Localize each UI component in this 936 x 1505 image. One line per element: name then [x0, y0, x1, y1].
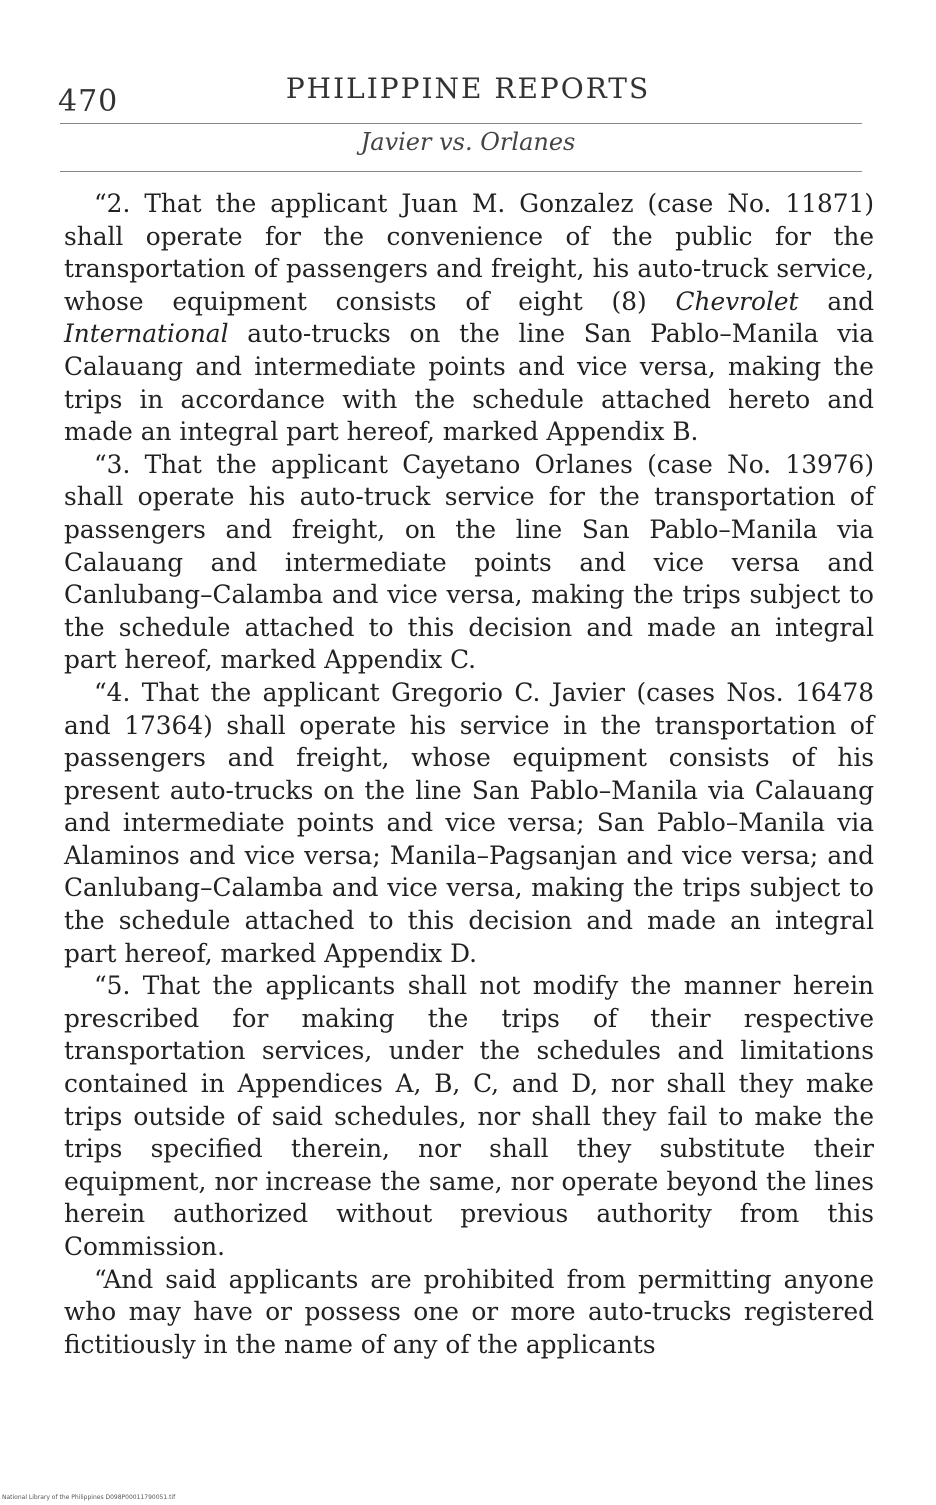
- running-head: PHILIPPINE REPORTS: [285, 72, 651, 105]
- paragraph-item-4: “4. That the applicant Gregorio C. Javier (cases Nos. 16478 and 17364) shall operate his service in the transportation of passengers and freight, whose equipment consists of his present auto-trucks on the line San Pablo–Manila via Calauang and intermediate points and vice versa; San Pablo–Manila via Alaminos and vice versa; Manila–Pagsanjan and vice versa; and Canlubang–Calamba and vice versa, making the trips subject to the schedule attached to this decision and made an integral part hereof, marked Appendix D.: [64, 677, 874, 968]
- brand-international: International: [64, 319, 229, 349]
- paragraph-item-5: “5. That the applicants shall not modify the manner herein prescribed for making the trips of their respective transportation services, under the schedules and limitations contained in Appendices A, B, C, and D, nor shall they make trips outside of said schedules, nor shall they fail to make the trips specified therein, nor shall they substitute their equipment, nor increase the same, nor operate beyond the lines herein authorized without previous authority from this Commission.: [64, 971, 874, 1261]
- case-title: Javier vs. Orlanes: [360, 128, 576, 156]
- paragraph-2-text-a: “2. That the applicant Juan M. Gonzalez (case No. 11871) shall operate for the convenience of the public for the transportation of passengers and freight, his auto-truck service, whose equipment consists of eight (8): [64, 189, 874, 316]
- body-text: [64, 188, 874, 1361]
- paragraph-2-text-c: and: [798, 286, 874, 316]
- paragraph-prohibition: “And said applicants are prohibited from permitting anyone who may have or possess one or more auto-trucks registered fictitiously in the name of any of the applicants: [64, 1264, 874, 1359]
- brand-chevrolet: Chevrolet: [675, 286, 799, 316]
- paragraph-item-3: “3. That the applicant Cayetano Orlanes (case No. 13976) shall operate his auto-truck service for the transportation of passengers and freight, on the line San Pablo–Manila via Calauang and intermediate points and vice versa and Canlubang–Calamba and vice versa, making the trips subject to the schedule attached to this decision and made an integral part hereof, marked Appendix C.: [64, 449, 874, 675]
- paragraph-2-text-e: auto-trucks on the line San Pablo–Manila via Calauang and intermediate points and vice versa, making the trips in accordance with the schedule attached hereto and made an integral part hereof, marked Appendix B.: [64, 319, 874, 447]
- header-rule-bottom: [60, 171, 862, 172]
- header-rule-top: [60, 123, 862, 124]
- scan-footer: National Library of the Philippines D098P00011790051.tif: [2, 1494, 176, 1501]
- page-number: 470: [58, 84, 119, 119]
- paragraph-item-2: [64, 188, 874, 449]
